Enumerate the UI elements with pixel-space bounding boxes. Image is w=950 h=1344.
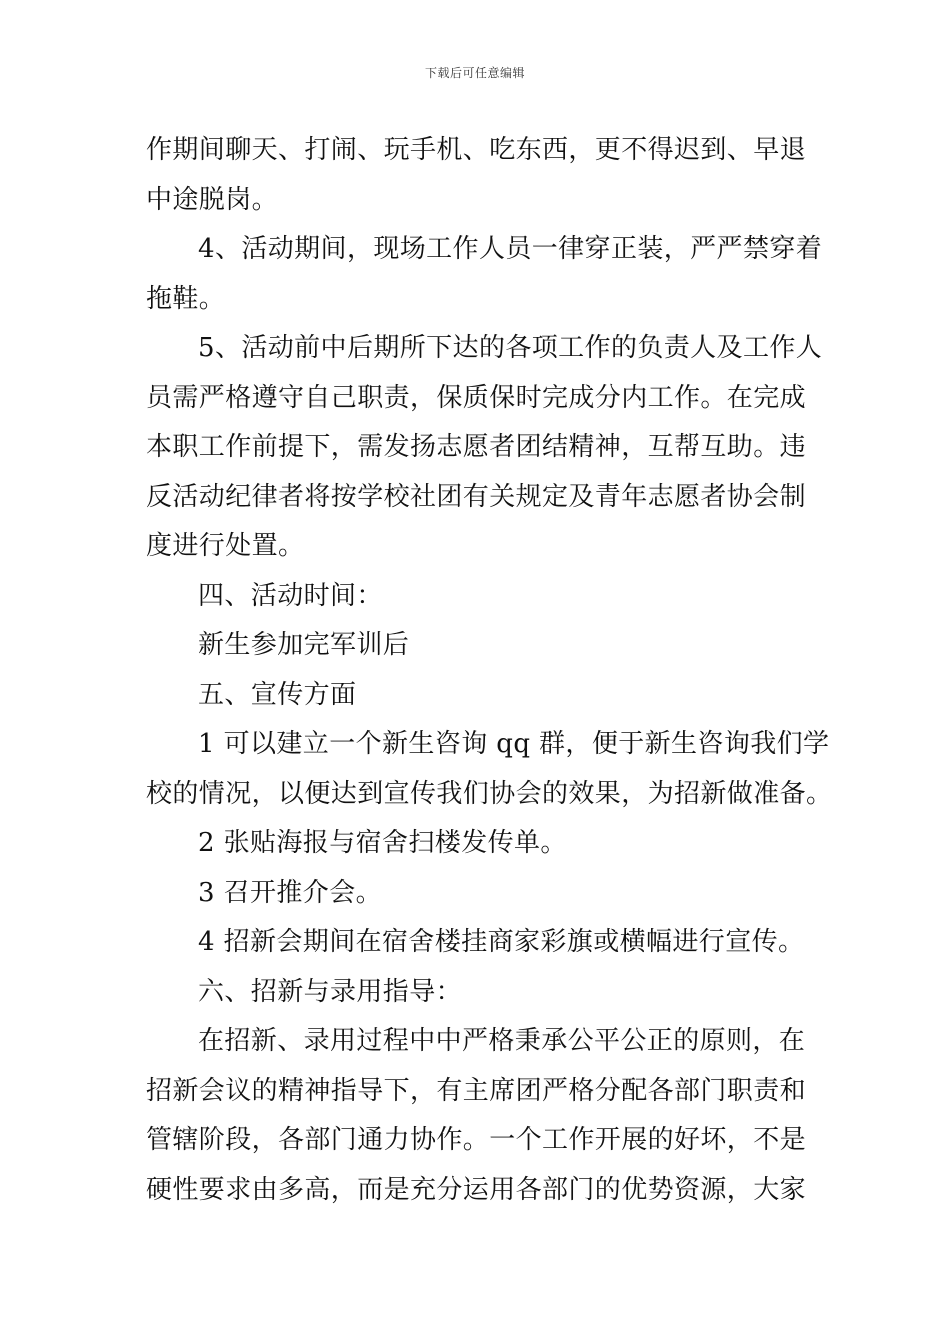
text-line: 中途脱岗。 <box>146 184 279 215</box>
text-line: 4、活动期间，现场工作人员一律穿正装，严严禁穿着 <box>198 234 823 264</box>
text-line: 硬性要求由多高，而是充分运用各部门的优势资源，大家 <box>146 1174 807 1205</box>
text-line: 5、活动前中后期所下达的各项工作的负责人及工作人 <box>198 333 823 363</box>
text-line: 招新会议的精神指导下，有主席团严格分配各部门职责和 <box>146 1075 807 1106</box>
text-line: 2 张贴海报与宿舍扫楼发传单。 <box>198 828 567 858</box>
text-line: 反活动纪律者将按学校社团有关规定及青年志愿者协会制 <box>146 481 807 512</box>
text-line: 新生参加完军训后 <box>198 630 410 660</box>
text-line: 本职工作前提下，需发扬志愿者团结精神，互帮互助。违 <box>146 432 807 462</box>
text-line: 1 可以建立一个新生咨询 qq 群，便于新生咨询我们学 <box>198 729 830 759</box>
text-line: 管辖阶段，各部门通力协作。一个工作开展的好坏，不是 <box>146 1125 807 1155</box>
text-line: 作期间聊天、打闹、玩手机、吃东西，更不得迟到、早退 <box>146 135 807 165</box>
text-line: 在招新、录用过程中中严格秉承公平公正的原则，在 <box>198 1026 806 1056</box>
document-body <box>146 126 833 1215</box>
text-line: 度进行处置。 <box>146 531 305 561</box>
text-line: 3 召开推介会。 <box>198 877 383 908</box>
section-heading: 五、宣传方面 <box>198 679 357 710</box>
text-line: 4 招新会期间在宿舍楼挂商家彩旗或横幅进行宣传。 <box>198 927 805 957</box>
text-line: 拖鞋。 <box>146 283 226 314</box>
page-header: 下载后可任意编辑 <box>424 66 525 80</box>
section-heading: 六、招新与录用指导： <box>198 976 463 1007</box>
text-line: 员需严格遵守自己职责，保质保时完成分内工作。在完成 <box>146 382 807 413</box>
text-line: 校的情况，以便达到宣传我们协会的效果，为招新做准备。 <box>146 778 833 809</box>
section-heading: 四、活动时间： <box>198 580 383 611</box>
